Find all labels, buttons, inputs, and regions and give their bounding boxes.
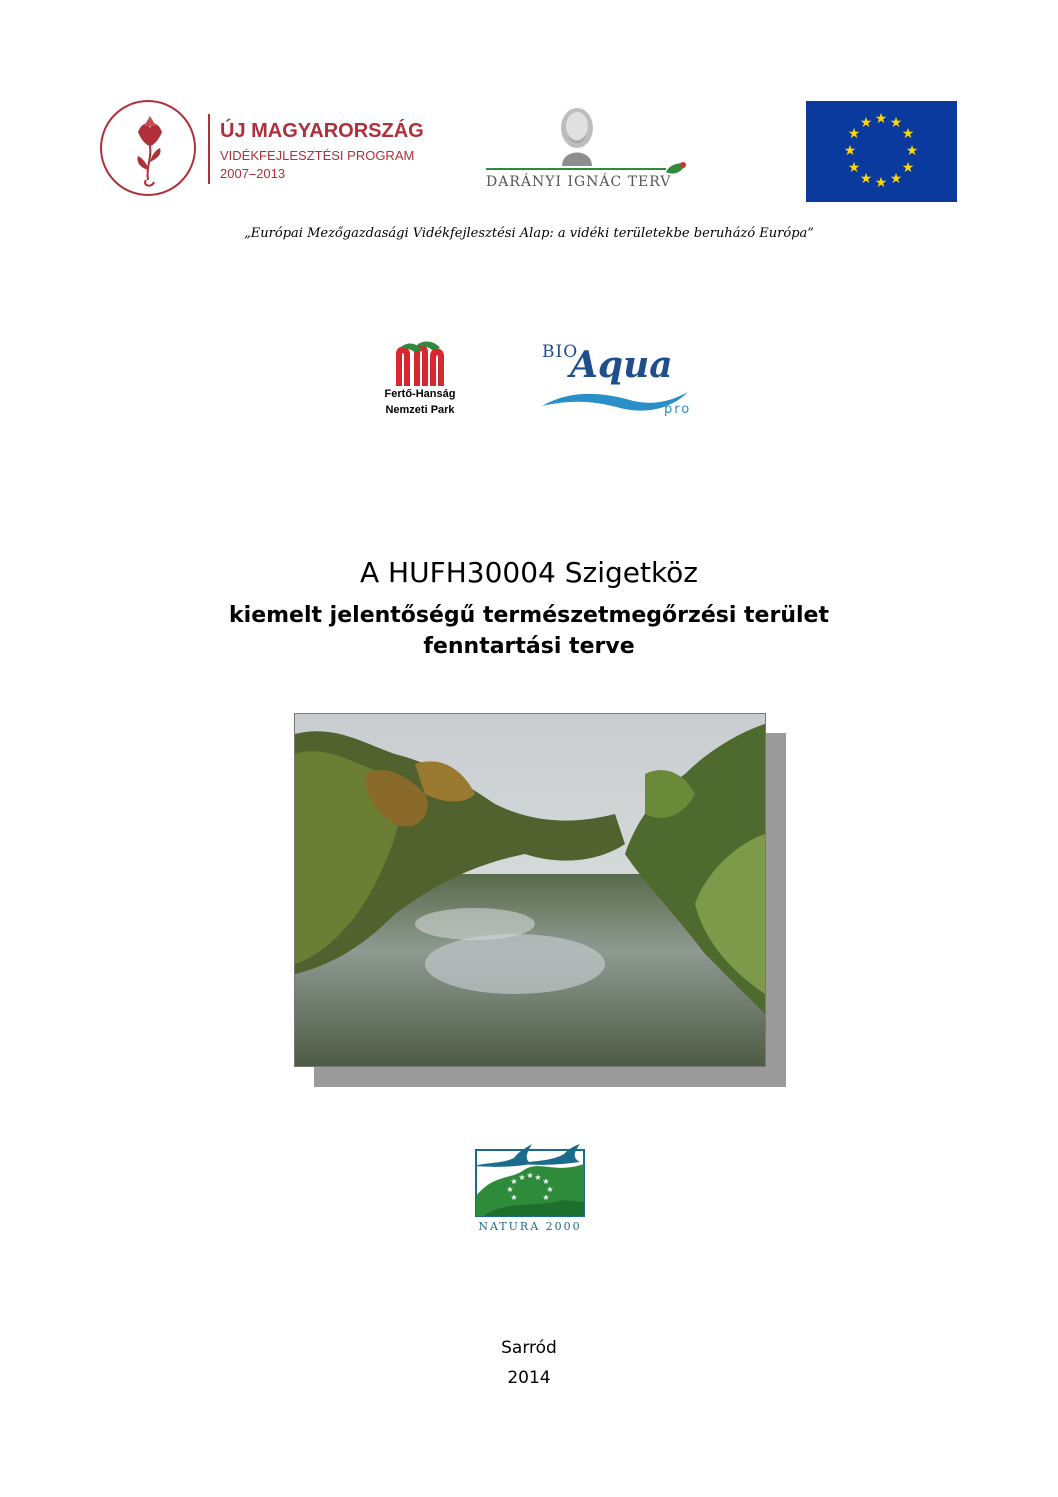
umvp-logo	[100, 100, 430, 200]
svg-text:★: ★	[859, 115, 873, 131]
river-photo	[294, 713, 766, 1067]
portrait-icon	[552, 104, 602, 166]
svg-text:★: ★	[506, 1185, 514, 1194]
svg-text:★: ★	[526, 1171, 534, 1180]
fhnp-logo	[370, 340, 470, 430]
svg-text:★: ★	[859, 171, 873, 187]
svg-text:★: ★	[518, 1173, 526, 1182]
svg-text:★: ★	[905, 143, 919, 159]
rose-emblem-icon	[100, 100, 196, 196]
bioaqua-pro: pro	[664, 402, 692, 417]
svg-text:★: ★	[847, 160, 861, 176]
natura-birds-icon	[474, 1144, 586, 1220]
svg-text:★: ★	[874, 175, 888, 191]
natura2000-logo	[474, 1144, 586, 1236]
svg-text:★: ★	[847, 126, 861, 142]
daranyi-logo	[486, 104, 692, 196]
umvp-subtitle: VIDÉKFEJLESZTÉSI PROGRAM	[220, 148, 415, 163]
bioaqua-logo	[540, 340, 700, 422]
bioaqua-aqua: Aqua	[570, 344, 673, 386]
river-landscape-image	[295, 714, 765, 1066]
svg-text:★: ★	[534, 1173, 542, 1182]
svg-text:★: ★	[843, 143, 857, 159]
svg-text:★: ★	[542, 1193, 550, 1202]
svg-text:★: ★	[542, 1177, 550, 1186]
svg-text:★: ★	[901, 126, 915, 142]
svg-text:★: ★	[901, 160, 915, 176]
logo-divider	[208, 114, 210, 184]
svg-text:★: ★	[874, 111, 888, 127]
svg-text:★: ★	[510, 1177, 518, 1186]
fhnp-name-line1: Fertő-Hanság	[384, 388, 456, 400]
publication-year: 2014	[507, 1368, 551, 1388]
document-subtitle-line2: fenntartási terve	[423, 634, 635, 659]
document-subtitle-line1: kiemelt jelentőségű természetmegőrzési terület	[229, 603, 829, 628]
fhnp-name-line2: Nemzeti Park	[385, 404, 455, 416]
bioaqua-bio: BIO	[542, 342, 579, 362]
umvp-title: ÚJ MAGYARORSZÁG	[220, 120, 424, 142]
umvp-years: 2007–2013	[220, 166, 286, 181]
daranyi-name: DARÁNYI IGNÁC TERV	[486, 174, 672, 190]
svg-text:★: ★	[889, 115, 903, 131]
document-title: A HUFH30004 Szigetköz	[359, 556, 698, 589]
publication-place: Sarród	[501, 1338, 557, 1358]
daranyi-underline	[486, 168, 666, 170]
eu-flag	[806, 101, 957, 202]
fund-tagline: „Európai Mezőgazdasági Vidékfejlesztési Alap: a vidéki területekbe beruházó Európa”	[244, 226, 814, 241]
svg-text:★: ★	[510, 1193, 518, 1202]
svg-text:★: ★	[889, 171, 903, 187]
eu-stars-icon	[806, 101, 957, 202]
birds-emblem-icon	[392, 340, 448, 388]
svg-text:★: ★	[546, 1185, 554, 1194]
natura-label: NATURA 2000	[478, 1220, 582, 1233]
